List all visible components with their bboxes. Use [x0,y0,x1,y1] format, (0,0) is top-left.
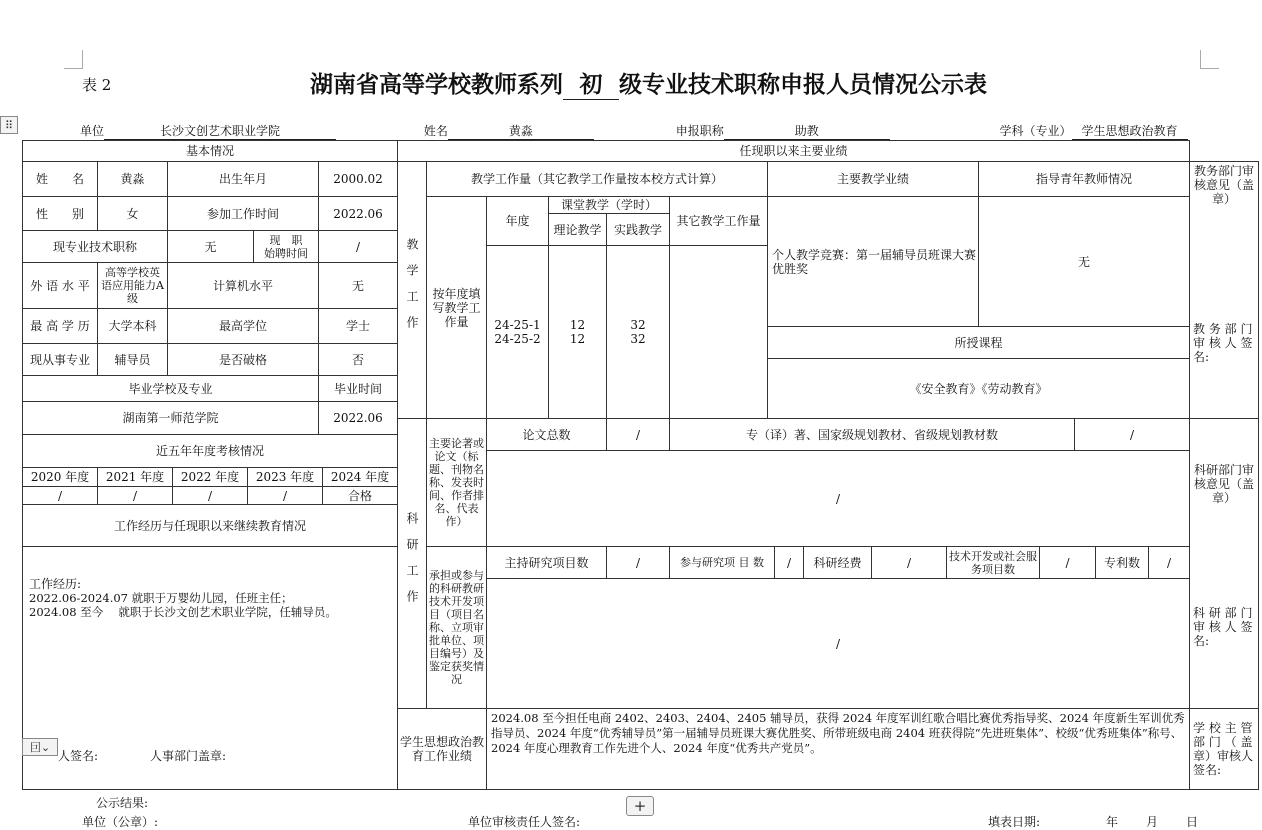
unit-value: 长沙文创艺术职业学院 [104,122,336,140]
drag-handle-icon: ⠿ [4,118,14,132]
year-row-1: 24-25-1 [494,318,541,332]
break-label-cell: 是否破格 [167,343,319,376]
host-cell: / [606,546,670,579]
books-cell: / [1074,418,1190,451]
paper-count-label-cell: 论文总数 [486,418,607,451]
edu-review-cell [1189,161,1259,419]
name-label-cell: 姓 名 [22,161,98,197]
assess-year-1: 2020 年度 [22,467,98,487]
gender-cell: 女 [97,196,168,231]
school-review-cell: 学 校 主 管部 门 （ 盖章）审核人签名: [1189,708,1259,790]
exp-title: 工作经历: [29,577,82,591]
work-start-cell: 2022.06 [318,196,398,231]
name-value: 黄淼 [448,122,594,140]
name-cell: 黄淼 [97,161,168,197]
year-label-cell: 年度 [486,196,549,246]
public-result-label: 公示结果: [96,796,149,810]
join-label-cell: 参与研究项 目 数 [669,546,775,579]
lang-cell: 高等学校英语应用能力A级 [97,262,168,309]
workload-label-cell: 教学工作量（其它教学工作量按本校方式计算） [426,161,768,197]
major-cell: 辅导员 [97,343,168,376]
birth-cell: 2000.02 [318,161,398,197]
appoint-label-cell: 现 职 始聘时间 [253,230,319,263]
theory-label-cell: 理论教学 [548,213,607,246]
exp-line-2: 2024.08 至今 就职于长沙文创艺术职业学院，任辅导员。 [29,605,337,619]
guide-label-cell: 指导青年教师情况 [978,161,1190,197]
research-label-cell [397,418,427,709]
title-level: 初 [563,66,619,100]
years-cell [486,245,549,419]
degree-cell: 学士 [318,308,398,344]
date-month: 月 [1146,815,1159,829]
research-opinion-label: 科研部门审核意见（盖章） [1193,463,1254,505]
unit-label: 单位 [80,124,105,138]
theory-row-1: 12 [569,318,586,332]
apply-value: 助教 [724,122,890,140]
assess-result-4: / [247,486,323,505]
assess-result-5: 合格 [322,486,398,505]
books-label-cell: 专（译）著、国家级规划教材、省级规划教材数 [669,418,1075,451]
apply-label: 申报职称 [675,124,724,138]
subject-value: 学生思想政治教育 [1072,122,1188,140]
year-row-2: 24-25-2 [494,332,541,346]
lang-label-cell: 外 语 水 平 [22,262,98,309]
computer-label-cell: 计算机水平 [167,262,319,309]
achv-cell: 个人教学竞赛：第一届辅导员班课大赛优胜奖 [767,196,979,327]
patent-label-cell: 专利数 [1095,546,1149,579]
class-label-cell: 课堂教学（学时） [548,196,670,214]
title-suffix: 级专业技术职称申报人员情况公示表 [619,71,987,98]
main-section-header: 任现职以来主要业绩 [397,140,1190,162]
add-row-button[interactable]: + [626,796,654,816]
chevron-down-icon: ⌄ [40,740,51,754]
host-label-cell: 主持研究项目数 [486,546,607,579]
work-start-label-cell: 参加工作时间 [167,196,319,231]
fill-label-cell: 按年度填写教学工作量 [426,196,487,419]
exp-line-1: 2022.06-2024.07 就职于万婴幼儿园，任班主任； [29,591,293,605]
papers-body-cell: / [486,450,1190,547]
table-move-handle[interactable] [0,116,18,134]
school-label-cell: 毕业学校及专业 [22,375,319,402]
hr-seal-label: 人事部门盖章: [150,749,227,763]
practice-row-2: 32 [630,332,646,346]
edu-label-cell: 最 高 学 历 [22,308,98,344]
computer-cell: 无 [318,262,398,309]
ideology-label-cell: 学生思想政治教育工作业绩 [397,708,487,790]
projects-body-cell: / [486,578,1190,709]
research-label: 科研工作 [405,511,419,616]
school-cell: 湖南第一师范学院 [22,401,319,435]
table-number: 表 2 [82,76,112,94]
meta-row [80,122,1240,140]
practice-cell [606,245,670,419]
grad-label-cell: 毕业时间 [318,375,398,402]
assess-year-5: 2024 年度 [322,467,398,487]
guide-cell: 无 [978,196,1190,327]
teaching-label: 教学工作 [405,238,419,342]
assess-result-3: / [172,486,248,505]
assess-result-2: / [97,486,173,505]
projects-label-cell: 承担或参与的科研教研技术开发项目（项目名称、立项审批单位、项目编号）及鉴定获奖情况 [426,546,487,709]
edu-cell: 大学本科 [97,308,168,344]
birth-label-cell: 出生年月 [167,161,319,197]
exp-label-cell: 工作经历与任现职以来继续教育情况 [22,504,398,547]
achv-label-cell: 主要教学业绩 [767,161,979,197]
theory-row-2: 12 [569,332,586,346]
paper-count-cell: / [606,418,670,451]
break-cell: 否 [318,343,398,376]
name-label: 姓名 [423,124,448,138]
courses-label-cell: 所授课程 [767,326,1190,359]
practice-row-1: 32 [630,318,646,332]
subject-label: 学科（专业） [999,124,1072,138]
fund-label-cell: 科研经费 [803,546,872,579]
courses-cell: 《安全教育》《劳动教育》 [767,358,1190,419]
self-sign-label: 人签名: [58,749,99,763]
block-icon: 囙 [29,741,41,754]
edu-sign-label: 教 务 部 门审 核 人 签名: [1193,322,1253,364]
corner-mark-top-left [64,50,83,69]
assess-year-4: 2023 年度 [247,467,323,487]
grad-cell: 2022.06 [318,401,398,435]
research-sign-label: 科 研 部 门审 核 人 签名: [1193,606,1253,648]
cur-title-label-cell: 现专业技术职称 [22,230,168,263]
page-title [310,66,987,100]
teaching-label-cell [397,161,427,419]
fund-cell: / [871,546,947,579]
cur-title-cell: 无 [167,230,254,263]
appoint-cell: / [318,230,398,263]
title-prefix: 湖南省高等学校教师系列 [310,71,563,98]
major-label-cell: 现从事专业 [22,343,98,376]
assess-label-cell: 近五年年度考核情况 [22,434,398,468]
tech-label-cell: 技术开发或社会服务项目数 [946,546,1040,579]
papers-label-cell: 主要论著或论文（标题、刊物名称、发表时间、作者排名、代表作） [426,418,487,547]
date-year: 年 [1106,815,1119,829]
other-cell [669,245,768,419]
corner-mark-top-right [1200,50,1219,69]
assess-year-2: 2021 年度 [97,467,173,487]
patent-cell: / [1148,546,1190,579]
research-review-cell [1189,418,1259,709]
tech-cell: / [1039,546,1096,579]
unit-seal-label: 单位（公章）: [82,815,159,829]
fill-date-label: 填表日期: [988,815,1041,829]
join-cell: / [774,546,804,579]
assess-year-3: 2022 年度 [172,467,248,487]
degree-label-cell: 最高学位 [167,308,319,344]
assess-result-1: / [22,486,98,505]
edu-opinion-label: 教务部门审核意见（盖章） [1193,164,1254,206]
date-day: 日 [1186,815,1199,829]
ideology-cell: 2024.08 至今担任电商 2402、2403、2404、2405 辅导员，获得 2024 年度军训红歌合唱比赛优秀指导奖、2024 年度新生军训优秀指导员、2024 年度“优秀辅导员”第一届辅导员班课大赛优胜奖、所带班级电商 2404 班获得院“先进班集体”、校级“优秀班集体”称号、2024 年度心理教育工作先进个人、2024 年度“优秀共产党员”。 [486,708,1190,790]
block-menu-button[interactable] [22,738,58,756]
gender-label-cell: 性 别 [22,196,98,231]
other-label-cell: 其它教学工作量 [669,196,768,246]
basic-section-header: 基本情况 [22,140,398,162]
reviewer-sign-label: 单位审核责任人签名: [468,815,581,829]
practice-label-cell: 实践教学 [606,213,670,246]
theory-cell [548,245,607,419]
